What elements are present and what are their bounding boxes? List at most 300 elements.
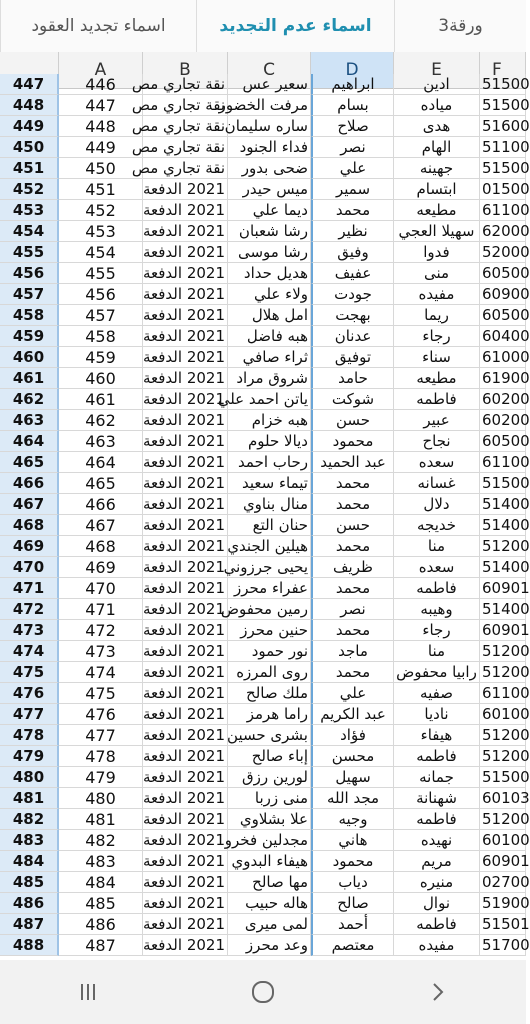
cell-f[interactable]: 51200: [482, 642, 530, 660]
cell-c[interactable]: لورين رزق: [228, 767, 311, 788]
cell-f[interactable]: 60900: [482, 285, 530, 303]
cell-d[interactable]: صالح: [311, 893, 394, 914]
cell-e[interactable]: منا: [394, 641, 480, 662]
cell-c[interactable]: ديالا حلوم: [228, 431, 311, 452]
row-number[interactable]: 478: [0, 725, 59, 746]
cell-e[interactable]: مطيعه: [394, 368, 480, 389]
cell-a[interactable]: 472: [59, 620, 143, 641]
cell-c[interactable]: نور حمود: [228, 641, 311, 662]
cell-d[interactable]: سهيل: [311, 767, 394, 788]
cell-d[interactable]: محمد: [311, 536, 394, 557]
spreadsheet-grid[interactable]: [0, 75, 530, 960]
cell-b[interactable]: 2021 الدفعة: [143, 536, 228, 557]
cell-b[interactable]: 2021 الدفعة: [143, 683, 228, 704]
cell-a[interactable]: 471: [59, 599, 143, 620]
tab-non-renewal[interactable]: اسماء عدم التجديد: [196, 0, 394, 52]
cell-c[interactable]: ولاء علي: [228, 284, 311, 305]
cell-b[interactable]: 2021 الدفعة: [143, 851, 228, 872]
cell-b[interactable]: نقة تجاري مص: [143, 137, 228, 158]
cell-f[interactable]: 60400: [482, 327, 530, 345]
cell-b[interactable]: 2021 الدفعة: [143, 914, 228, 935]
row-number[interactable]: 474: [0, 641, 59, 662]
cell-d[interactable]: نصر: [311, 137, 394, 158]
column-header-a[interactable]: A: [59, 52, 143, 88]
cell-e[interactable]: فاطمه: [394, 914, 480, 935]
cell-c[interactable]: راما هرمز: [228, 704, 311, 725]
cell-e[interactable]: نوال: [394, 893, 480, 914]
cell-f[interactable]: 51200: [482, 663, 530, 681]
cell-b[interactable]: 2021 الدفعة: [143, 179, 228, 200]
cell-a[interactable]: 465: [59, 473, 143, 494]
cell-e[interactable]: ادين: [394, 74, 480, 95]
cell-c[interactable]: ثراء صافي: [228, 347, 311, 368]
cell-a[interactable]: 453: [59, 221, 143, 242]
cell-c[interactable]: مجدلين فخرو: [228, 830, 311, 851]
cell-a[interactable]: 452: [59, 200, 143, 221]
cell-d[interactable]: ظريف: [311, 557, 394, 578]
cell-d[interactable]: معتصم: [311, 935, 394, 956]
cell-c[interactable]: ساره سليمان: [228, 116, 311, 137]
row-number[interactable]: 457: [0, 284, 59, 305]
cell-d[interactable]: توفيق: [311, 347, 394, 368]
row-number[interactable]: 468: [0, 515, 59, 536]
cell-a[interactable]: 484: [59, 872, 143, 893]
row-number[interactable]: 462: [0, 389, 59, 410]
cell-e[interactable]: غسانه: [394, 473, 480, 494]
cell-f[interactable]: 51700: [482, 936, 530, 954]
cell-b[interactable]: 2021 الدفعة: [143, 599, 228, 620]
cell-a[interactable]: 466: [59, 494, 143, 515]
cell-d[interactable]: فؤاد: [311, 725, 394, 746]
cell-e[interactable]: مفيده: [394, 935, 480, 956]
row-number[interactable]: 467: [0, 494, 59, 515]
cell-b[interactable]: 2021 الدفعة: [143, 515, 228, 536]
cell-a[interactable]: 459: [59, 347, 143, 368]
cell-e[interactable]: وهيبه: [394, 599, 480, 620]
cell-e[interactable]: منيره: [394, 872, 480, 893]
row-number[interactable]: 482: [0, 809, 59, 830]
row-number[interactable]: 481: [0, 788, 59, 809]
cell-d[interactable]: شوكت: [311, 389, 394, 410]
cell-a[interactable]: 463: [59, 431, 143, 452]
cell-e[interactable]: ناديا: [394, 704, 480, 725]
cell-d[interactable]: أحمد: [311, 914, 394, 935]
cell-c[interactable]: لمى ميرى: [228, 914, 311, 935]
cell-c[interactable]: ديما علي: [228, 200, 311, 221]
cell-b[interactable]: 2021 الدفعة: [143, 452, 228, 473]
cell-d[interactable]: عفيف: [311, 263, 394, 284]
cell-b[interactable]: 2021 الدفعة: [143, 641, 228, 662]
row-number[interactable]: 458: [0, 305, 59, 326]
cell-d[interactable]: علي: [311, 683, 394, 704]
cell-b[interactable]: 2021 الدفعة: [143, 473, 228, 494]
cell-a[interactable]: 457: [59, 305, 143, 326]
cell-c[interactable]: حنين محرز: [228, 620, 311, 641]
cell-e[interactable]: الهام: [394, 137, 480, 158]
cell-a[interactable]: 475: [59, 683, 143, 704]
cell-e[interactable]: ابتسام: [394, 179, 480, 200]
cell-c[interactable]: منال بناوي: [228, 494, 311, 515]
cell-a[interactable]: 478: [59, 746, 143, 767]
cell-a[interactable]: 486: [59, 914, 143, 935]
cell-a[interactable]: 449: [59, 137, 143, 158]
cell-c[interactable]: روى المرزه: [228, 662, 311, 683]
cell-a[interactable]: 462: [59, 410, 143, 431]
cell-b[interactable]: نقة تجاري مص: [143, 95, 228, 116]
row-number[interactable]: 479: [0, 746, 59, 767]
cell-e[interactable]: سهيلا العجي: [394, 221, 480, 242]
cell-b[interactable]: 2021 الدفعة: [143, 242, 228, 263]
cell-a[interactable]: 470: [59, 578, 143, 599]
row-number[interactable]: 470: [0, 557, 59, 578]
cell-b[interactable]: 2021 الدفعة: [143, 221, 228, 242]
cell-d[interactable]: عبد الكريم: [311, 704, 394, 725]
cell-c[interactable]: ضحى بدور: [228, 158, 311, 179]
cell-a[interactable]: 451: [59, 179, 143, 200]
row-number[interactable]: 466: [0, 473, 59, 494]
cell-e[interactable]: صفيه: [394, 683, 480, 704]
cell-a[interactable]: 460: [59, 368, 143, 389]
row-number[interactable]: 487: [0, 914, 59, 935]
cell-f[interactable]: 51501: [482, 915, 530, 933]
cell-f[interactable]: 60500: [482, 306, 530, 324]
cell-d[interactable]: حامد: [311, 368, 394, 389]
row-number[interactable]: 480: [0, 767, 59, 788]
cell-f[interactable]: 51200: [482, 810, 530, 828]
cell-e[interactable]: جهينه: [394, 158, 480, 179]
home-icon[interactable]: [233, 972, 293, 1012]
cell-f[interactable]: 02700: [482, 873, 530, 891]
cell-d[interactable]: محمد: [311, 578, 394, 599]
row-number[interactable]: 477: [0, 704, 59, 725]
cell-c[interactable]: هاله حبيب: [228, 893, 311, 914]
cell-b[interactable]: نقة تجاري مص: [143, 74, 228, 95]
cell-c[interactable]: ملك صالح: [228, 683, 311, 704]
cell-f[interactable]: 61100: [482, 684, 530, 702]
cell-f[interactable]: 51600: [482, 117, 530, 135]
row-number[interactable]: 463: [0, 410, 59, 431]
cell-a[interactable]: 469: [59, 557, 143, 578]
cell-c[interactable]: هيفاء البدوي: [228, 851, 311, 872]
cell-c[interactable]: هبه خزام: [228, 410, 311, 431]
cell-f[interactable]: 51200: [482, 747, 530, 765]
cell-f[interactable]: 60500: [482, 432, 530, 450]
cell-a[interactable]: 482: [59, 830, 143, 851]
cell-b[interactable]: 2021 الدفعة: [143, 368, 228, 389]
row-number[interactable]: 471: [0, 578, 59, 599]
row-number[interactable]: 484: [0, 851, 59, 872]
cell-c[interactable]: عفراء محرز: [228, 578, 311, 599]
cell-e[interactable]: جمانه: [394, 767, 480, 788]
cell-f[interactable]: 60901: [482, 621, 530, 639]
cell-f[interactable]: 51200: [482, 726, 530, 744]
row-number[interactable]: 447: [0, 74, 59, 95]
cell-d[interactable]: حسن: [311, 410, 394, 431]
cell-c[interactable]: رشا موسى: [228, 242, 311, 263]
column-header-c[interactable]: C: [228, 52, 311, 88]
cell-b[interactable]: 2021 الدفعة: [143, 725, 228, 746]
row-number[interactable]: 456: [0, 263, 59, 284]
cell-f[interactable]: 60200: [482, 390, 530, 408]
cell-b[interactable]: 2021 الدفعة: [143, 410, 228, 431]
cell-f[interactable]: 01500: [482, 180, 530, 198]
row-number[interactable]: 476: [0, 683, 59, 704]
cell-c[interactable]: تيماء سعيد: [228, 473, 311, 494]
cell-a[interactable]: 446: [59, 74, 143, 95]
cell-b[interactable]: 2021 الدفعة: [143, 431, 228, 452]
cell-f[interactable]: 62000: [482, 222, 530, 240]
cell-b[interactable]: 2021 الدفعة: [143, 767, 228, 788]
cell-a[interactable]: 447: [59, 95, 143, 116]
cell-a[interactable]: 461: [59, 389, 143, 410]
cell-f[interactable]: 51900: [482, 894, 530, 912]
cell-d[interactable]: محسن: [311, 746, 394, 767]
cell-e[interactable]: خديجه: [394, 515, 480, 536]
cell-b[interactable]: 2021 الدفعة: [143, 284, 228, 305]
cell-b[interactable]: 2021 الدفعة: [143, 809, 228, 830]
row-number[interactable]: 459: [0, 326, 59, 347]
cell-d[interactable]: عدنان: [311, 326, 394, 347]
row-number[interactable]: 469: [0, 536, 59, 557]
cell-e[interactable]: فاطمه: [394, 746, 480, 767]
cell-c[interactable]: هبه فاضل: [228, 326, 311, 347]
cell-e[interactable]: فاطمه: [394, 389, 480, 410]
cell-e[interactable]: رجاء: [394, 326, 480, 347]
row-number[interactable]: 448: [0, 95, 59, 116]
row-number[interactable]: 465: [0, 452, 59, 473]
cell-e[interactable]: مفيده: [394, 284, 480, 305]
cell-c[interactable]: بشرى حسين: [228, 725, 311, 746]
cell-f[interactable]: 51400: [482, 495, 530, 513]
cell-c[interactable]: مها صالح: [228, 872, 311, 893]
row-number[interactable]: 454: [0, 221, 59, 242]
cell-f[interactable]: 51200: [482, 537, 530, 555]
cell-b[interactable]: 2021 الدفعة: [143, 389, 228, 410]
cell-b[interactable]: 2021 الدفعة: [143, 557, 228, 578]
cell-c[interactable]: ياتن احمد علي: [228, 389, 311, 410]
cell-b[interactable]: 2021 الدفعة: [143, 578, 228, 599]
row-number[interactable]: 485: [0, 872, 59, 893]
cell-c[interactable]: رحاب احمد: [228, 452, 311, 473]
cell-a[interactable]: 450: [59, 158, 143, 179]
row-number[interactable]: 488: [0, 935, 59, 956]
cell-e[interactable]: مريم: [394, 851, 480, 872]
cell-c[interactable]: يحيى جرزوني: [228, 557, 311, 578]
cell-f[interactable]: 61100: [482, 201, 530, 219]
cell-d[interactable]: نصر: [311, 599, 394, 620]
cell-c[interactable]: ميس حيدر: [228, 179, 311, 200]
row-number[interactable]: 452: [0, 179, 59, 200]
cell-a[interactable]: 480: [59, 788, 143, 809]
cell-a[interactable]: 454: [59, 242, 143, 263]
cell-d[interactable]: محمد: [311, 620, 394, 641]
cell-a[interactable]: 458: [59, 326, 143, 347]
cell-f[interactable]: 51500: [482, 96, 530, 114]
row-number[interactable]: 450: [0, 137, 59, 158]
cell-b[interactable]: 2021 الدفعة: [143, 662, 228, 683]
cell-c[interactable]: سعير عس: [228, 74, 311, 95]
cell-d[interactable]: علي: [311, 158, 394, 179]
cell-f[interactable]: 51100: [482, 138, 530, 156]
row-number[interactable]: 483: [0, 830, 59, 851]
cell-b[interactable]: 2021 الدفعة: [143, 200, 228, 221]
row-number[interactable]: 449: [0, 116, 59, 137]
cell-b[interactable]: 2021 الدفعة: [143, 326, 228, 347]
cell-a[interactable]: 464: [59, 452, 143, 473]
cell-c[interactable]: رمين محفوض: [228, 599, 311, 620]
tab-contract-renewal[interactable]: اسماء تجديد العقود: [0, 0, 196, 52]
cell-f[interactable]: 52000: [482, 243, 530, 261]
row-number[interactable]: 486: [0, 893, 59, 914]
cell-a[interactable]: 487: [59, 935, 143, 956]
cell-b[interactable]: 2021 الدفعة: [143, 263, 228, 284]
cell-e[interactable]: دلال: [394, 494, 480, 515]
cell-f[interactable]: 60901: [482, 852, 530, 870]
cell-d[interactable]: ابراهيم: [311, 74, 394, 95]
cell-f[interactable]: 60103: [482, 789, 530, 807]
cell-f[interactable]: 61900: [482, 369, 530, 387]
row-number[interactable]: 472: [0, 599, 59, 620]
cell-d[interactable]: محمد: [311, 473, 394, 494]
cell-f[interactable]: 60901: [482, 579, 530, 597]
column-header-f[interactable]: F: [480, 52, 526, 88]
cell-d[interactable]: محمد: [311, 662, 394, 683]
cell-e[interactable]: هيفاء: [394, 725, 480, 746]
cell-f[interactable]: 51400: [482, 600, 530, 618]
cell-d[interactable]: عبد الحميد: [311, 452, 394, 473]
cell-e[interactable]: نجاح: [394, 431, 480, 452]
cell-b[interactable]: 2021 الدفعة: [143, 704, 228, 725]
cell-c[interactable]: امل هلال: [228, 305, 311, 326]
cell-f[interactable]: 51400: [482, 558, 530, 576]
cell-a[interactable]: 485: [59, 893, 143, 914]
cell-b[interactable]: 2021 الدفعة: [143, 872, 228, 893]
cell-c[interactable]: رشا شعبان: [228, 221, 311, 242]
cell-f[interactable]: 51500: [482, 768, 530, 786]
cell-d[interactable]: محمود: [311, 851, 394, 872]
cell-c[interactable]: هديل حداد: [228, 263, 311, 284]
tab-sheet3[interactable]: ورقة3: [394, 0, 526, 52]
cell-f[interactable]: 60200: [482, 411, 530, 429]
cell-c[interactable]: شروق مراد: [228, 368, 311, 389]
cell-e[interactable]: سناء: [394, 347, 480, 368]
cell-e[interactable]: هدى: [394, 116, 480, 137]
cell-a[interactable]: 467: [59, 515, 143, 536]
cell-d[interactable]: دياب: [311, 872, 394, 893]
cell-b[interactable]: 2021 الدفعة: [143, 935, 228, 956]
cell-a[interactable]: 476: [59, 704, 143, 725]
cell-e[interactable]: رابيا محفوض: [394, 662, 480, 683]
cell-e[interactable]: شهنانة: [394, 788, 480, 809]
cell-a[interactable]: 474: [59, 662, 143, 683]
cell-e[interactable]: رجاء: [394, 620, 480, 641]
cell-f[interactable]: 51400: [482, 516, 530, 534]
cell-b[interactable]: 2021 الدفعة: [143, 494, 228, 515]
cell-e[interactable]: نهيده: [394, 830, 480, 851]
cell-b[interactable]: نقة تجاري مص: [143, 116, 228, 137]
cell-a[interactable]: 448: [59, 116, 143, 137]
cell-b[interactable]: 2021 الدفعة: [143, 830, 228, 851]
cell-e[interactable]: فاطمه: [394, 578, 480, 599]
cell-d[interactable]: مجد الله: [311, 788, 394, 809]
cell-e[interactable]: مطيعه: [394, 200, 480, 221]
cell-b[interactable]: 2021 الدفعة: [143, 788, 228, 809]
cell-c[interactable]: وعد محرز: [228, 935, 311, 956]
cell-f[interactable]: 60100: [482, 705, 530, 723]
column-header-e[interactable]: E: [394, 52, 480, 88]
row-number[interactable]: 460: [0, 347, 59, 368]
cell-d[interactable]: جودت: [311, 284, 394, 305]
cell-d[interactable]: محمود: [311, 431, 394, 452]
cell-b[interactable]: 2021 الدفعة: [143, 746, 228, 767]
cell-a[interactable]: 473: [59, 641, 143, 662]
cell-a[interactable]: 455: [59, 263, 143, 284]
cell-d[interactable]: محمد: [311, 200, 394, 221]
recent-apps-icon[interactable]: [58, 972, 118, 1012]
cell-e[interactable]: فدوا: [394, 242, 480, 263]
cell-d[interactable]: محمد: [311, 494, 394, 515]
cell-e[interactable]: سعده: [394, 452, 480, 473]
cell-e[interactable]: منا: [394, 536, 480, 557]
cell-d[interactable]: هاني: [311, 830, 394, 851]
cell-f[interactable]: 61000: [482, 348, 530, 366]
cell-b[interactable]: 2021 الدفعة: [143, 305, 228, 326]
row-number[interactable]: 453: [0, 200, 59, 221]
cell-a[interactable]: 479: [59, 767, 143, 788]
cell-b[interactable]: 2021 الدفعة: [143, 347, 228, 368]
column-header-d[interactable]: D: [311, 52, 394, 88]
cell-e[interactable]: منى: [394, 263, 480, 284]
cell-d[interactable]: حسن: [311, 515, 394, 536]
cell-f[interactable]: 60100: [482, 831, 530, 849]
row-number[interactable]: 451: [0, 158, 59, 179]
cell-d[interactable]: وفيق: [311, 242, 394, 263]
cell-c[interactable]: مرفت الخضور: [228, 95, 311, 116]
cell-e[interactable]: مياده: [394, 95, 480, 116]
cell-d[interactable]: نظير: [311, 221, 394, 242]
cell-e[interactable]: عبير: [394, 410, 480, 431]
cell-a[interactable]: 481: [59, 809, 143, 830]
cell-f[interactable]: 51500: [482, 474, 530, 492]
cell-a[interactable]: 483: [59, 851, 143, 872]
cell-c[interactable]: إباء صالح: [228, 746, 311, 767]
cell-d[interactable]: سمير: [311, 179, 394, 200]
cell-c[interactable]: علا بشلاوي: [228, 809, 311, 830]
cell-d[interactable]: وجيه: [311, 809, 394, 830]
cell-c[interactable]: حنان التع: [228, 515, 311, 536]
cell-d[interactable]: ماجد: [311, 641, 394, 662]
row-number[interactable]: 473: [0, 620, 59, 641]
row-number[interactable]: 461: [0, 368, 59, 389]
row-number[interactable]: 464: [0, 431, 59, 452]
cell-f[interactable]: 51500: [482, 159, 530, 177]
back-icon[interactable]: [408, 972, 468, 1012]
cell-e[interactable]: فاطمه: [394, 809, 480, 830]
cell-f[interactable]: 60500: [482, 264, 530, 282]
cell-c[interactable]: هيلين الجندي: [228, 536, 311, 557]
cell-f[interactable]: 51500: [482, 75, 530, 93]
cell-a[interactable]: 468: [59, 536, 143, 557]
row-number[interactable]: 455: [0, 242, 59, 263]
cell-d[interactable]: بسام: [311, 95, 394, 116]
cell-b[interactable]: 2021 الدفعة: [143, 893, 228, 914]
row-number[interactable]: 475: [0, 662, 59, 683]
cell-e[interactable]: ريما: [394, 305, 480, 326]
cell-f[interactable]: 61100: [482, 453, 530, 471]
cell-d[interactable]: صلاح: [311, 116, 394, 137]
cell-d[interactable]: بهجت: [311, 305, 394, 326]
cell-c[interactable]: منى زربا: [228, 788, 311, 809]
